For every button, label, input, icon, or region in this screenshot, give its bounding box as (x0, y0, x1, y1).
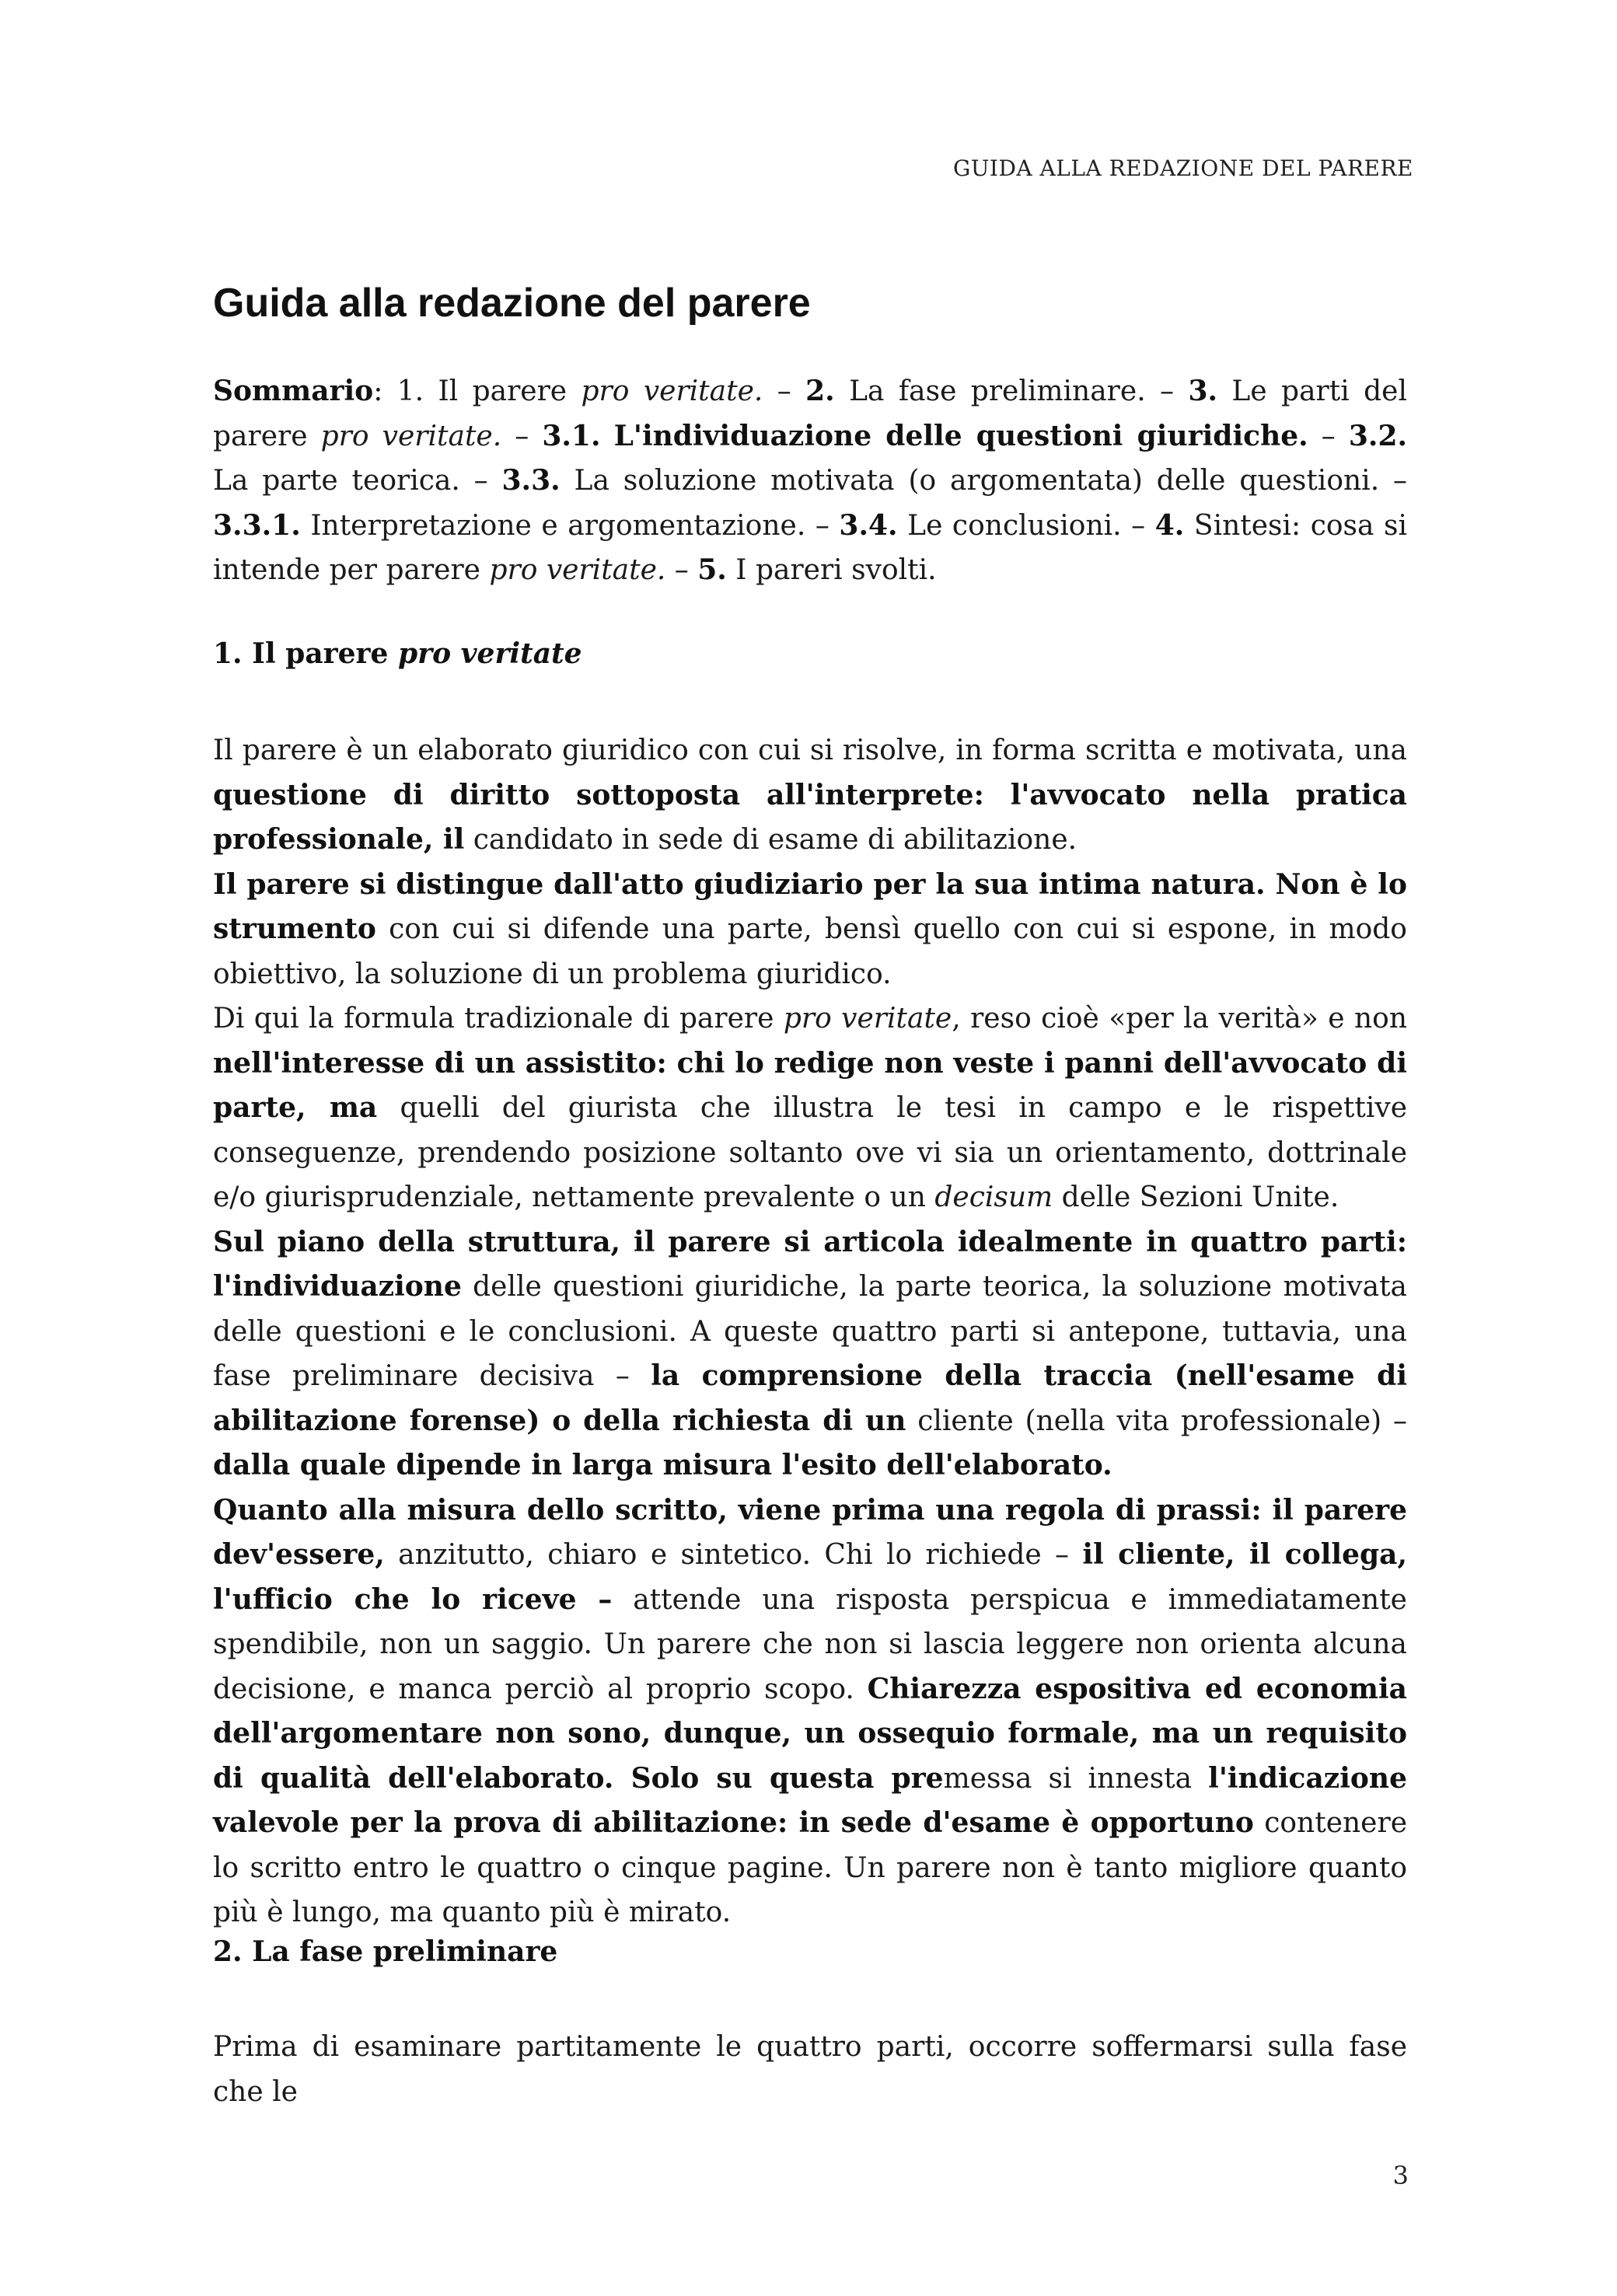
summary-item-3-3-1-num: 3.3.1. (213, 508, 301, 542)
paragraph-3-text: Di qui la formula tradizionale di parere (213, 1003, 774, 1035)
summary-item-1: Il parere (438, 375, 568, 407)
paragraph-3-italic: pro veritate (783, 1003, 952, 1035)
summary-item-3-3: La soluzione motivata (o argomentata) delle questioni. (574, 465, 1380, 497)
summary-item-5-num: 5. (697, 553, 727, 586)
summary-label: Sommario (213, 375, 374, 407)
paragraph-5-text: anzitutto, chiaro e sintetico. Chi lo richiede – (398, 1539, 1070, 1571)
paragraph-4 (213, 1220, 1407, 1488)
summary-item-3-4: Le conclusioni. (907, 509, 1122, 542)
summary-item-3-italic: pro veritate. (320, 420, 502, 452)
paragraph-2-bold: Il parere si distingue dall'atto giudiziario per la sua intima natura. Non è lo strumento (213, 867, 1407, 945)
running-header: GUIDA ALLA REDAZIONE DEL PARERE (952, 155, 1413, 181)
paragraph-1 (213, 728, 1407, 863)
section-2-heading: 2. La fase preliminare (213, 1935, 558, 1968)
summary-item-1-italic: pro veritate. (581, 375, 763, 407)
paragraph-3-text-4: delle Sezioni Unite. (1061, 1181, 1339, 1213)
summary-item-3-2: La parte teorica. (213, 465, 460, 497)
paragraph-1-bold: questione di diritto sottoposta all'interprete: l'avvocato nella pratica professionale, il (213, 778, 1407, 856)
paragraph-4-text: delle questioni giuridiche, la parte teorica, la soluzione motivata delle questioni e le conclusioni. A queste quattro parti si antepone, tuttavia, una fase preliminare decisiva – (213, 1271, 1408, 1392)
paragraph-4-bold: Sul piano della struttura, il parere si articola idealmente in quattro parti: l'individuazione (213, 1225, 1407, 1303)
paragraph-4-bold-2: la comprensione della traccia (nell'esame di abilitazione forense) o della richiesta di un (213, 1359, 1407, 1437)
paragraph-4-text-2: cliente (nella vita professionale) – (917, 1404, 1407, 1437)
paragraph-5 (213, 1488, 1407, 1935)
summary-item-4: Sintesi: cosa si intende per parere (213, 509, 1408, 586)
summary-item-4-num: 4. (1154, 508, 1185, 542)
summary-item-1-num: 1. (396, 375, 424, 407)
summary-item-5: I pareri svolti. (735, 554, 937, 586)
paragraph-3-italic-2: decisum (934, 1181, 1053, 1213)
paragraph-5-bold-4: l'indicazione valevole per la prova di abilitazione: in sede d'esame è opportuno (213, 1761, 1407, 1839)
summary-item-3-2-num: 3.2. (1348, 419, 1408, 452)
page-title: Guida alla redazione del parere (213, 281, 811, 326)
section-1-body (213, 728, 1407, 1935)
summary-item-2: La fase preliminare. (849, 375, 1146, 407)
paragraph-2-text: con cui si difende una parte, bensì quello con cui si espone, in modo obiettivo, la soluzione di un problema giuridico. (213, 913, 1407, 990)
summary-item-3-1: L'individuazione delle questioni giuridiche. (613, 419, 1308, 452)
paragraph-3-text-2: , reso cioè «per la verità» e non (952, 1003, 1408, 1035)
summary-item-3-3-num: 3.3. (501, 464, 561, 497)
section-2-paragraph: Prima di esaminare partitamente le quattro parti, occorre soffermarsi sulla fase che le (213, 2031, 1407, 2108)
summary-item-3-4-num: 3.4. (839, 508, 898, 542)
paragraph-5-bold-3: Chiarezza espositiva ed economia dell'argomentare non sono, dunque, un ossequio formale, ma un requisito di qualità dell'elaborato. Solo su questa pre (213, 1672, 1407, 1795)
summary-item-3: Le parti del parere (213, 375, 1407, 452)
paragraph-4-bold-3: dalla quale dipende in larga misura l'esito dell'elaborato. (213, 1449, 1112, 1481)
paragraph-3 (213, 996, 1407, 1220)
summary-item-4-italic: pro veritate. (489, 554, 666, 586)
page-number: 3 (1392, 2161, 1409, 2190)
paragraph-1-text-end: candidato in sede di esame di abilitazione. (473, 824, 1077, 856)
section-1-heading (213, 637, 582, 670)
summary-item-3-3-1: Interpretazione e argomentazione. (310, 509, 806, 542)
paragraph-1-text: Il parere è un elaborato giuridico con cui si risolve, in forma scritta e motivata, una (213, 735, 1407, 766)
summary-item-2-num: 2. (805, 375, 835, 407)
section-1-heading-text: 1. Il parere (213, 637, 389, 670)
paragraph-2 (213, 863, 1407, 997)
paragraph-5-text-4: contenere lo scritto entro le quattro o cinque pagine. Un parere non è tanto migliore quanto più è lungo, ma quanto più è mirato. (213, 1807, 1407, 1928)
paragraph-5-text-3: messa si innesta (943, 1762, 1193, 1795)
summary-item-3-1-num: 3.1. (542, 419, 601, 452)
paragraph-3-text-3: quelli del giurista che illustra le tesi in campo e le rispettive conseguenze, prendendo posizione soltanto ove vi sia un orientamento, dottrinale e/o giurisprudenziale, nettamente prevalente o un (213, 1092, 1407, 1213)
paragraph-5-text-2: attende una risposta perspicua e immediatamente spendibile, non un saggio. Un parere che non si lascia leggere non orienta alcuna decisione, e manca perciò al proprio scopo. (213, 1583, 1407, 1705)
paragraph-5-bold-2: il cliente, il collega, l'ufficio che lo riceve – (213, 1538, 1407, 1616)
summary: Sommario: 1. Il parere pro veritate. – 2. La fase preliminare. – 3. Le parti del parere pro veritate. – 3.1. L'individuazione delle questioni giuridiche. – 3.2. La parte teorica. – 3.3. La soluzione motivata (o argomentata) delle questioni. – 3.3.1. Interpretazione e argomentazione. – 3.4. Le conclusioni. – 4. Sintesi: cosa si intende per parere pro veritate. – 5. I pareri svolti. (213, 375, 1408, 586)
paragraph-3-bold: nell'interesse di un assistito: chi lo redige non veste i panni dell'avvocato di parte, ma (213, 1046, 1407, 1124)
summary-item-3-num: 3. (1188, 375, 1218, 407)
section-1-heading-italic: pro veritate (397, 637, 582, 670)
paragraph-5-bold: Quanto alla misura dello scritto, viene prima una regola di prassi: il parere dev'essere, (213, 1493, 1407, 1571)
